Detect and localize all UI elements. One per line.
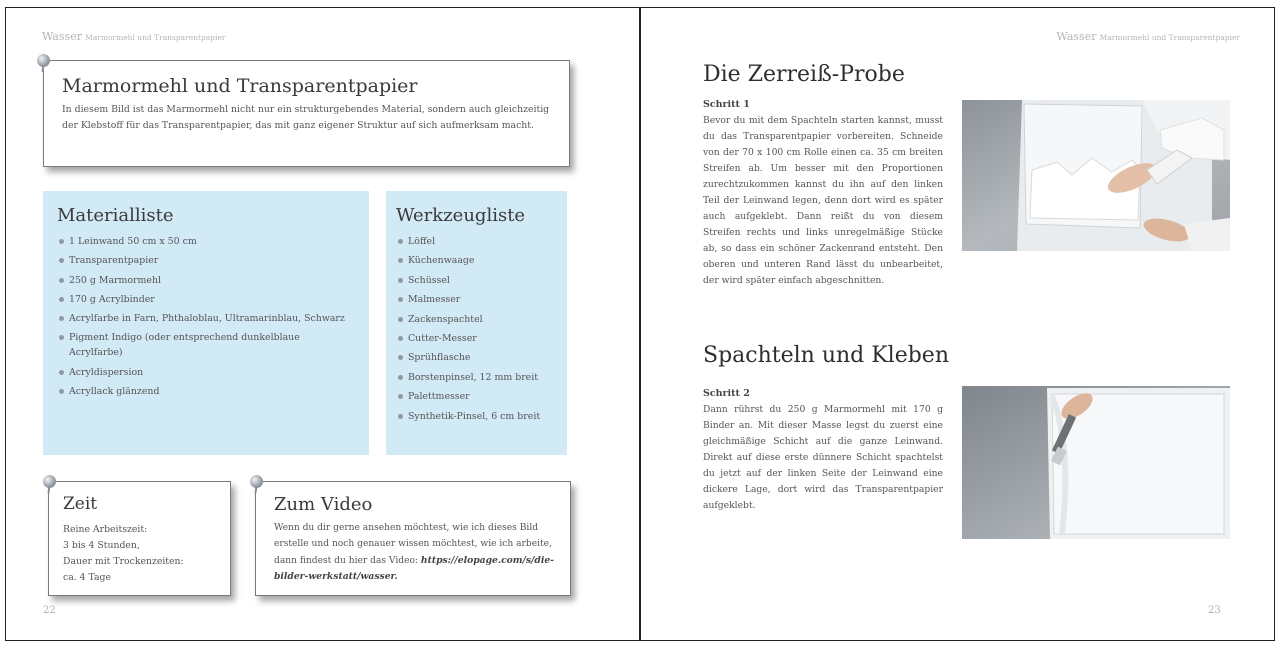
tools-title: Werkzeugliste xyxy=(396,205,526,226)
list-item: Schüssel xyxy=(396,273,557,288)
list-item: Sprühflasche xyxy=(396,350,557,365)
list-item: Borstenpinsel, 12 mm breit xyxy=(396,370,557,385)
list-item: Palettmesser xyxy=(396,389,557,404)
photo-spreading-paste xyxy=(962,386,1230,539)
list-item: 250 g Marmormehl xyxy=(57,273,355,288)
list-item: Löffel xyxy=(396,234,557,249)
materials-panel xyxy=(43,191,369,455)
pushpin-icon xyxy=(43,475,56,488)
list-item: Synthetik-Pinsel, 6 cm breit xyxy=(396,409,557,424)
intro-card xyxy=(43,60,570,167)
section-title-tear-test: Die Zerreiß-Probe xyxy=(703,62,905,87)
step-text-1: Bevor du mit dem Spachteln starten kannst, musst du das Transparentpapier vorbereiten. Schneide von der 70 x 100 cm Rolle einen ca. 35 cm breiten Streifen ab. Um besser mit den Proportionen zurechtzukommen kannst du ihn auf den linken Teil der Leinwand legen, denn dort wird es später auch aufgeklebt. Dann reißt du von diesem Streifen rechts und links unregelmäßige Stücke ab, so dass ein schöner Zackenrand entsteht. Den oberen und unteren Rand lässt du unbearbeitet, der wird später einfach abgeschnitten. xyxy=(703,115,943,286)
time-text xyxy=(63,522,216,586)
tools-list xyxy=(396,234,557,424)
materials-title: Materialliste xyxy=(57,205,174,226)
running-head-sub: Marmormehl und Transparentpapier xyxy=(85,33,226,42)
list-item: Malmesser xyxy=(396,292,557,307)
intro-text: In diesem Bild ist das Marmormehl nicht nur ein strukturgebendes Material, sondern auch gleichzeitig der Klebstoff für das Transparentpapier, das mit ganz eigener Struktur auf sich aufmerksam macht. xyxy=(62,104,550,131)
time-line: Reine Arbeitszeit: xyxy=(63,524,148,535)
list-item: 170 g Acrylbinder xyxy=(57,292,355,307)
list-item: Pigment Indigo (oder entsprechend dunkelblaue Acrylfarbe) xyxy=(57,330,355,360)
video-title: Zum Video xyxy=(274,494,373,515)
photo-tearing-paper-image xyxy=(962,100,1230,251)
list-item: Transparentpapier xyxy=(57,253,355,268)
running-head-main: Wasser xyxy=(1056,30,1097,43)
step-text-2: Dann rührst du 250 g Marmormehl mit 170 g Binder an. Mit dieser Masse legst du zuerst eine gleichmäßige Schicht auf die ganze Leinwand. Direkt auf diese erste dünnere Schicht spachtelst du jetzt auf der linken Seite der Leinwand eine dickere Lage, dort wird das Transparentpapier aufgeklebt. xyxy=(703,404,943,511)
list-item: Acrylfarbe in Farn, Phthaloblau, Ultramarinblau, Schwarz xyxy=(57,311,355,326)
section-title-spatula: Spachteln und Kleben xyxy=(703,343,949,368)
time-line: ca. 4 Tage xyxy=(63,572,112,583)
intro-title: Marmormehl und Transparentpapier xyxy=(62,75,418,97)
page-number-left: 22 xyxy=(43,605,56,616)
list-item: Zackenspachtel xyxy=(396,312,557,327)
running-head-main: Wasser xyxy=(42,30,82,43)
page-number-right: 23 xyxy=(1208,605,1221,616)
step-label-1: Schritt 1 xyxy=(703,99,750,110)
pushpin-icon xyxy=(37,54,50,67)
photo-spreading-paste-image xyxy=(962,386,1230,539)
video-text xyxy=(274,521,556,586)
time-card xyxy=(48,481,231,596)
running-head-left xyxy=(42,30,226,43)
list-item: Küchenwaage xyxy=(396,253,557,268)
page-gutter xyxy=(639,8,641,640)
list-item: Cutter-Messer xyxy=(396,331,557,346)
time-line: 3 bis 4 Stunden, xyxy=(63,540,140,551)
materials-list xyxy=(57,234,355,399)
time-line: Dauer mit Trockenzeiten: xyxy=(63,556,184,567)
running-head-right xyxy=(1057,30,1241,43)
list-item: Acryllack glänzend xyxy=(57,384,355,399)
tools-panel xyxy=(386,191,567,455)
time-title: Zeit xyxy=(63,494,98,514)
list-item: 1 Leinwand 50 cm x 50 cm xyxy=(57,234,355,249)
pushpin-icon xyxy=(250,475,263,488)
list-item: Acryldispersion xyxy=(57,365,355,380)
video-description: Wenn du dir gerne ansehen möchtest, wie ich dieses Bild erstelle und noch genauer wissen möchtest, wie ich arbeite, dann findest du hier das Video: xyxy=(274,523,552,566)
step-label-2: Schritt 2 xyxy=(703,388,750,399)
video-card xyxy=(255,481,571,596)
photo-tearing-paper xyxy=(962,100,1230,251)
running-head-sub: Marmormehl und Transparentpapier xyxy=(1099,33,1240,42)
video-link[interactable]: https://elopage.com/s/die-bilder-werkstatt/wasser. xyxy=(274,554,554,583)
